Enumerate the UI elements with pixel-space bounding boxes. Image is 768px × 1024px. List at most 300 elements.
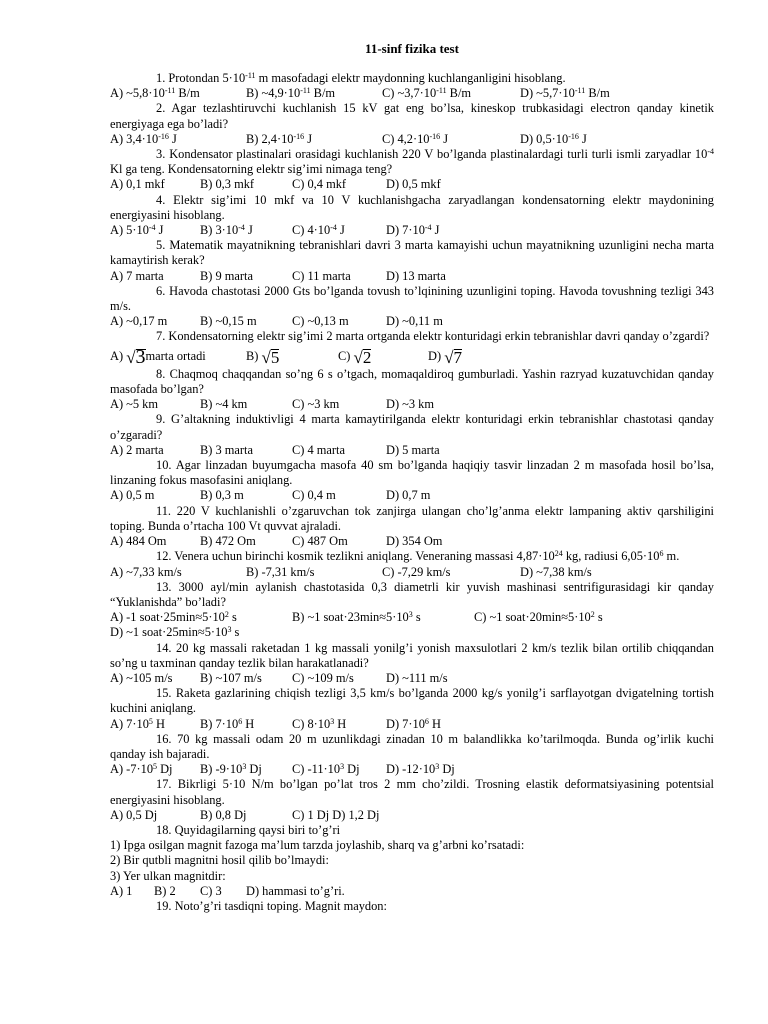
option-text: C) ~3,7·10 (382, 86, 437, 101)
option-text: A) 0,1 mkf (110, 177, 165, 192)
answer-option[interactable] (110, 132, 246, 147)
question-text (110, 101, 714, 131)
answer-options (110, 625, 714, 640)
answer-option[interactable] (200, 808, 292, 823)
answer-option[interactable] (292, 610, 474, 625)
option-text: A) ~5,8·10 (110, 86, 165, 101)
option-text: A) ~0,17 m (110, 314, 168, 329)
option-text: B) ~107 m/s (200, 670, 262, 685)
answer-option[interactable] (386, 717, 441, 732)
question-body-rest: Kl ga teng. Kondensatorning elektr sig’imi nimaga teng? (110, 162, 393, 177)
option-text: C) ~3 km (292, 397, 340, 412)
answer-option[interactable] (386, 762, 455, 777)
question-body: Chaqmoq chaqqandan so’ng 6 s o’tgach, momaqaldiroq gumburladi. Yashin razryad kuzatuvchidan qanday masofada bo’lgan? (110, 366, 714, 397)
answer-option[interactable] (292, 534, 386, 549)
question-text (110, 580, 714, 610)
question-number: 1. (156, 71, 166, 85)
answer-option[interactable] (292, 808, 386, 823)
answer-option[interactable] (386, 223, 439, 238)
option-unit: B/m (310, 86, 336, 101)
answer-option[interactable] (110, 488, 200, 503)
question-number: 2. (156, 101, 166, 116)
exponent: 3 (242, 762, 247, 772)
option-text: A) 0,5 m (110, 488, 155, 503)
option-text: C) 0,4 m (292, 488, 336, 503)
question-number: 9. (156, 412, 166, 427)
answer-options (110, 808, 714, 823)
answer-option[interactable] (110, 269, 200, 284)
question-16 (110, 732, 714, 778)
question-number: 12. (156, 549, 172, 564)
exponent: -16 (429, 131, 441, 141)
answer-option[interactable] (200, 671, 292, 686)
option-text: B) 0,3 m (200, 488, 244, 503)
exponent: -4 (238, 223, 245, 233)
answer-option[interactable] (200, 717, 292, 732)
answer-option[interactable] (110, 808, 200, 823)
answer-option[interactable] (246, 565, 382, 580)
answer-option[interactable] (200, 534, 292, 549)
statement-line (110, 838, 714, 853)
answer-options (110, 671, 714, 686)
option-unit: J (440, 131, 449, 146)
test-page (110, 40, 714, 914)
option-text: D) ~3 km (386, 397, 435, 412)
option-text: D) 0,5 mkf (386, 177, 441, 192)
option-text: D) ~1 soat·25min≈5·10 (110, 625, 228, 640)
exponent: -16 (568, 131, 579, 141)
question-text (110, 732, 714, 762)
option-text: B) 0,3 mkf (200, 177, 255, 192)
answer-option[interactable] (292, 717, 386, 732)
option-unit: Dj (157, 762, 173, 777)
answer-options (110, 132, 714, 147)
option-text: C) 11 marta (292, 268, 351, 283)
option-text: B) (246, 348, 259, 363)
answer-options (110, 177, 714, 192)
radicand: 7 (453, 347, 463, 367)
exponent: 5 (153, 762, 158, 772)
option-unit: H (428, 716, 441, 731)
answer-option[interactable] (200, 269, 292, 284)
answer-options (110, 762, 714, 777)
answer-option[interactable] (386, 488, 430, 503)
exponent: 3 (330, 716, 335, 726)
answer-option[interactable] (386, 534, 442, 549)
option-text: D) (428, 348, 442, 363)
answer-option[interactable] (386, 397, 434, 412)
answer-option[interactable] (292, 443, 386, 458)
question-7 (110, 329, 714, 366)
radicand: 2 (362, 347, 372, 367)
question-number: 11. (156, 503, 172, 518)
option-text: C) 4 marta (292, 442, 345, 457)
option-text: C) 3 (200, 883, 222, 898)
question-number: 17. (156, 777, 172, 792)
answer-options (110, 565, 714, 580)
option-unit: s (231, 625, 240, 640)
option-unit: s (228, 610, 237, 625)
answer-option[interactable] (110, 443, 200, 458)
exponent: 2 (224, 610, 229, 620)
option-unit: H (334, 716, 347, 731)
question-body: Kondensator plastinalari orasidagi kuchlanish 220 V bo’lganda plastinalardagi turli turli ismli zaryadlar 10 (169, 147, 708, 162)
question-text (110, 458, 714, 488)
question-number: 19. (156, 898, 172, 913)
option-text: D) -12·10 (386, 762, 436, 777)
answer-option[interactable] (292, 223, 386, 238)
exponent: 2 (590, 610, 595, 620)
question-8 (110, 367, 714, 413)
option-text: B) 9 marta (200, 268, 253, 283)
question-13 (110, 580, 714, 641)
option-text: D) ~111 m/s (386, 670, 448, 685)
question-6 (110, 284, 714, 330)
answer-option[interactable] (386, 269, 446, 284)
answer-options (110, 223, 714, 238)
answer-option[interactable] (110, 345, 246, 368)
question-number: 18. (156, 822, 172, 837)
question-number: 16. (156, 731, 172, 746)
option-text: C) -11·10 (292, 762, 341, 777)
option-text: D) 13 marta (386, 268, 446, 283)
option-text: C) -7,29 km/s (382, 564, 451, 579)
question-body: Agar tezlashtiruvchi kuchlanish 15 kV gat eng bo’lsa, kineskop trubkasidagi electron qanday kinetik energiyaga ega bo’ladi? (110, 101, 714, 131)
question-text (110, 777, 714, 807)
question-body: 20 kg massali raketadan 1 kg massali yonilg’i yonish maxsulotlari 2 km/s tezlik bilan ortilib chiqqandan so’ng u taxminan qanday tezlik bilan harakatlanadi? (110, 640, 714, 670)
option-unit: J (336, 223, 345, 238)
question-body-rest: m. (663, 549, 680, 564)
answer-option[interactable] (200, 223, 292, 238)
answer-option[interactable] (292, 671, 386, 686)
option-text: D) ~0,11 m (386, 314, 443, 329)
question-number: 10. (156, 458, 172, 473)
option-unit: J (578, 131, 587, 146)
answer-option[interactable] (110, 717, 200, 732)
question-text (110, 284, 714, 314)
question-body: 220 V kuchlanishli o’zgaruvchan tok zanjirga ulangan cho’lg’anma elektr lampaning aktiv qarshiligini toping. Bunda o’rtacha 100 Vt quvvat ajraladi. (110, 503, 714, 533)
question-number: 5. (156, 238, 166, 253)
question-text (110, 823, 714, 838)
option-text: C) 4·10 (292, 223, 331, 238)
answer-option[interactable] (200, 397, 292, 412)
answer-option[interactable] (200, 762, 292, 777)
answer-options (110, 86, 714, 101)
exponent: 6 (424, 716, 429, 726)
answer-option[interactable] (520, 565, 592, 580)
question-text (110, 329, 714, 344)
answer-option[interactable] (292, 177, 386, 192)
answer-option[interactable] (382, 565, 520, 580)
exponent: 5 (148, 716, 153, 726)
answer-option[interactable] (110, 610, 292, 625)
question-text (110, 412, 714, 442)
exponent: -16 (158, 131, 169, 141)
question-body: Noto’g’ri tasdiqni toping. Magnit maydon: (174, 898, 387, 913)
question-number: 14. (156, 640, 172, 655)
answer-option[interactable] (292, 397, 386, 412)
question-text (110, 71, 714, 86)
option-text: B) ~4,9·10 (246, 86, 301, 101)
question-11 (110, 504, 714, 550)
question-number: 13. (156, 579, 172, 594)
option-unit: Dj (344, 762, 360, 777)
question-1 (110, 71, 714, 101)
question-body: Venera uchun birinchi kosmik tezlikni aniqlang. Veneraning massasi 4,87·10 (174, 549, 555, 564)
option-text: D) 7·10 (386, 716, 425, 731)
answer-option[interactable] (386, 314, 443, 329)
option-unit: s (412, 610, 421, 625)
answer-option[interactable] (154, 884, 200, 899)
answer-option[interactable] (386, 443, 440, 458)
answer-option[interactable] (200, 314, 292, 329)
question-number: 6. (156, 283, 166, 298)
option-text: A) ~105 m/s (110, 670, 173, 685)
answer-option[interactable] (246, 86, 382, 101)
option-unit: B/m (175, 86, 200, 101)
statement-line (110, 869, 714, 884)
question-text (110, 147, 714, 177)
option-text: C) 1 Dj D) 1,2 Dj (292, 807, 380, 822)
question-2 (110, 101, 714, 147)
question-body: Protondan 5·10 (168, 71, 246, 85)
answer-option[interactable] (246, 132, 382, 147)
option-unit: marta ortadi (145, 348, 206, 363)
exponent: -11 (164, 86, 176, 96)
option-unit: Dj (439, 762, 455, 777)
answer-option[interactable] (292, 314, 386, 329)
statement-text: 2) Bir qutbli magnitni hosil qilib bo’lmaydi: (110, 853, 329, 868)
answer-option[interactable] (428, 348, 462, 367)
statement-line (110, 853, 714, 868)
question-18 (110, 823, 714, 899)
question-number: 4. (156, 192, 166, 207)
option-text: C) 4,2·10 (382, 131, 430, 146)
option-text: D) ~7,38 km/s (520, 564, 592, 579)
answer-option[interactable] (520, 132, 587, 147)
option-text: B) ~0,15 m (200, 314, 257, 329)
exponent: 3 (227, 625, 232, 635)
exponent: -4 (424, 223, 432, 233)
option-unit: J (304, 131, 313, 146)
option-text: A) -7·10 (110, 762, 154, 777)
option-unit: J (155, 223, 164, 238)
statement-text: 3) Yer ulkan magnitdir: (110, 868, 226, 883)
option-text: A) (110, 348, 124, 363)
answer-option[interactable] (386, 177, 441, 192)
answer-option[interactable] (110, 177, 200, 192)
answer-option[interactable] (110, 534, 200, 549)
option-text: B) ~1 soat·23min≈5·10 (292, 610, 409, 625)
answer-options (110, 610, 714, 625)
answer-options (110, 443, 714, 458)
answer-options (110, 884, 714, 899)
question-3 (110, 147, 714, 193)
question-body: Havoda chastotasi 2000 Gts bo’lganda tovush to’lqinining uzunligini toping. Havoda tovushning tezligi 343 m/s. (110, 283, 714, 314)
option-text: D) 5 marta (386, 442, 440, 457)
option-text: B) 2 (154, 883, 176, 898)
option-text: C) 8·10 (292, 716, 331, 731)
option-text: B) -7,31 km/s (246, 564, 315, 579)
question-19 (110, 899, 714, 914)
answer-option[interactable] (382, 86, 520, 101)
question-4 (110, 193, 714, 239)
option-text: D) ~5,7·10 (520, 86, 575, 101)
option-unit: Dj (246, 762, 262, 777)
answer-option[interactable] (292, 269, 386, 284)
question-15 (110, 686, 714, 732)
sqrt-icon: √2 (353, 347, 372, 367)
sqrt-icon: √5 (261, 347, 280, 367)
answer-options (110, 488, 714, 503)
exponent: 24 (554, 549, 563, 559)
question-text (110, 238, 714, 268)
answer-option[interactable] (386, 671, 448, 686)
answer-option[interactable] (110, 762, 200, 777)
question-body: Agar linzadan buyumgacha masofa 40 sm bo’lganda haqiqiy tasvir linzadan 2 m masofada hosil bo’lsa, linzaning fokus masofasini aniqlang. (110, 458, 714, 488)
question-text (110, 899, 714, 914)
answer-option[interactable] (200, 884, 246, 899)
answer-option[interactable] (200, 177, 292, 192)
option-text: A) 0,5 Dj (110, 807, 158, 822)
sqrt-icon: √7 (444, 347, 463, 367)
answer-option[interactable] (292, 762, 386, 777)
option-text: C) ~109 m/s (292, 670, 354, 685)
option-text: D) hammasi to’g’ri. (246, 883, 345, 898)
question-list (110, 71, 714, 914)
option-text: B) -9·10 (200, 762, 243, 777)
exponent: 6 (238, 716, 243, 726)
question-body: Quyidagilarning qaysi biri to’g’ri (174, 822, 341, 837)
answer-option[interactable] (110, 625, 239, 640)
question-text (110, 549, 714, 564)
option-text: B) 3 marta (200, 442, 253, 457)
question-5 (110, 238, 714, 284)
sqrt-icon: √3 (126, 345, 146, 368)
exponent: -4 (330, 223, 337, 233)
option-text: A) 1 (110, 883, 133, 898)
question-body: Bikrligi 5·10 N/m bo’lgan po’lat tros 2 mm cho’zildi. Trosning elastik deformatsiyasining potentsial energiyasini hisoblang. (110, 777, 715, 807)
option-text: B) 2,4·10 (246, 131, 294, 146)
question-body-rest: kg, radiusi 6,05·10 (562, 549, 660, 564)
question-text (110, 193, 714, 223)
option-text: A) 5·10 (110, 223, 149, 238)
question-text (110, 686, 714, 716)
option-unit: B/m (446, 86, 472, 101)
answer-options (110, 717, 714, 732)
answer-options (110, 314, 714, 329)
question-number: 15. (156, 686, 172, 701)
answer-option[interactable] (110, 397, 200, 412)
exponent: -11 (300, 86, 311, 96)
statement-text: 1) Ipga osilgan magnit fazoga ma’lum tarzda joylashib, sharq va g’arbni ko’rsatadi: (110, 838, 525, 853)
option-text: C) 487 Om (292, 534, 348, 549)
option-text: B) ~4 km (200, 397, 248, 412)
answer-options (110, 269, 714, 284)
answer-option[interactable] (246, 884, 345, 899)
exponent: -11 (574, 86, 586, 96)
option-text: B) 3·10 (200, 223, 239, 238)
answer-option[interactable] (200, 443, 292, 458)
option-text: C) ~1 soat·20min≈5·10 (474, 610, 591, 625)
question-number: 7. (156, 329, 166, 344)
answer-option[interactable] (382, 132, 520, 147)
exponent: 3 (435, 762, 440, 772)
option-unit: s (594, 610, 603, 625)
question-text (110, 504, 714, 534)
option-text: A) 484 Om (110, 534, 167, 549)
answer-option[interactable] (110, 314, 200, 329)
question-number: 3. (156, 147, 166, 162)
exponent: 6 (659, 549, 664, 559)
radicand: 5 (270, 347, 280, 367)
answer-options (110, 397, 714, 412)
option-text: C) (338, 348, 351, 363)
answer-option[interactable] (110, 671, 200, 686)
answer-options (110, 534, 714, 549)
exponent: -4 (707, 147, 714, 157)
option-text: A) 2 marta (110, 442, 164, 457)
exponent: -16 (293, 131, 305, 141)
option-unit: H (242, 716, 255, 731)
option-text: B) 472 Om (200, 534, 256, 549)
option-text: A) -1 soat·25min≈5·10 (110, 610, 225, 625)
answer-option[interactable] (200, 488, 292, 503)
option-unit: H (152, 716, 165, 731)
option-text: A) ~5 km (110, 397, 159, 412)
answer-option[interactable] (292, 488, 386, 503)
answer-option[interactable] (338, 348, 428, 367)
option-text: B) 7·10 (200, 716, 239, 731)
option-text: A) 7·10 (110, 716, 149, 731)
question-body: Elektr sig’imi 10 mkf va 10 V kuchlanishgacha zaryadlangan kondensatorning elektr maydonining energiyasini hisoblang. (110, 192, 714, 222)
option-unit: J (244, 223, 253, 238)
option-text: C) ~0,13 m (292, 314, 349, 329)
answer-option[interactable] (110, 86, 246, 101)
answer-option[interactable] (520, 86, 610, 101)
question-17 (110, 777, 714, 823)
option-text: D) 354 Om (386, 534, 443, 549)
answer-options (110, 345, 714, 368)
option-text: D) 7·10 (386, 223, 425, 238)
page-title: 11-sinf fizika test (365, 41, 459, 56)
question-body-rest: m masofadagi elektr maydonning kuchlanganligini hisoblang. (255, 71, 566, 85)
question-body: Kondensatorning elektr sig’imi 2 marta ortganda elektr konturidagi erkin tebranishlar davri qanday o’zgardi? (168, 329, 710, 344)
answer-option[interactable] (110, 884, 154, 899)
answer-option[interactable] (474, 610, 603, 625)
option-text: D) 0,5·10 (520, 131, 569, 146)
question-body: G’altakning induktivligi 4 marta kamaytirilganda elektr konturidagi erkin tebranishlar chastotasi qanday o’zgaradi? (110, 412, 714, 442)
exponent: -11 (245, 71, 256, 80)
question-9 (110, 412, 714, 458)
answer-option[interactable] (110, 223, 200, 238)
radicand: 3 (135, 345, 146, 368)
question-text (110, 367, 714, 397)
question-10 (110, 458, 714, 504)
option-text: D) 0,7 m (386, 488, 431, 503)
answer-option[interactable] (110, 565, 246, 580)
option-text: A) 3,4·10 (110, 131, 159, 146)
question-body: 3000 ayl/min aylanish chastotasida 0,3 diametrli kir yuvish mashinasi sentrifigurasidagi kir qanday “Yuklanishda” bo’ladi? (110, 579, 714, 609)
option-text: C) 0,4 mkf (292, 177, 347, 192)
question-body: 70 kg massali odam 20 m uzunlikdagi zinadan 10 m balandlikka ko’tarilmoqda. Bunda og’irlik kuchi qanday ish bajaradi. (110, 731, 714, 761)
option-text: A) ~7,33 km/s (110, 564, 182, 579)
answer-option[interactable] (246, 348, 338, 367)
option-text: A) 7 marta (110, 268, 164, 283)
question-14 (110, 641, 714, 687)
exponent: -4 (148, 223, 156, 233)
option-unit: J (168, 131, 177, 146)
